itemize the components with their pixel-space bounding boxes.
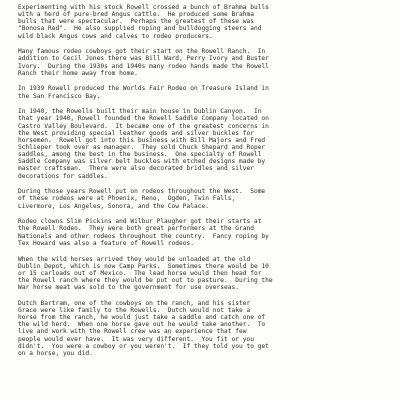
text-line: people would ever have. It was very different. You fit or you bbox=[18, 335, 254, 343]
text-line: Dublin Depot, which is now Camp Parks. Sometimes there would be 10 bbox=[18, 262, 269, 270]
text-line: In 1939 Rowell produced the Worlds Fair Rodeo on Treasure Island in bbox=[18, 85, 269, 93]
text-line: During those years Rowell put on rodeos throughout the West. Some bbox=[18, 188, 266, 196]
text-line: Ivory. During the 1930s and 1940s many rodeo hands made the Rowell bbox=[18, 62, 269, 70]
text-line: Nationals and other rodeos throughout the country. Fancy roping by bbox=[18, 232, 269, 240]
paragraph bbox=[18, 256, 390, 292]
text-line: Grace were like family to the Rowells. Dutch would not take a bbox=[18, 306, 251, 314]
text-line: Livermore, Los Angeles, Sonora, and the Cow Palace. bbox=[18, 202, 210, 210]
text-line: on a horse, you did. bbox=[18, 349, 93, 357]
text-line: the San Francisco Bay. bbox=[18, 92, 101, 100]
text-line: In 1940, the Rowells built their main house in Dublin Canyon. In bbox=[18, 108, 262, 116]
text-line: Dutch Bartram, one of the cowboys on the ranch, and his sister bbox=[18, 299, 251, 307]
text-line: didn't. You were a cowboy or you weren't. If they told you to get bbox=[18, 342, 269, 350]
text-line: of these rodeos were at Phoenix, Reno, Ogden, Twin Falls, bbox=[18, 195, 236, 203]
document-body bbox=[18, 4, 390, 366]
text-line: Saddle Company was silver belt buckles with etched designs made by bbox=[18, 158, 266, 166]
text-line: Rodeo clowns Slim Pickins and Wilbur Plaugher got their starts at bbox=[18, 218, 262, 226]
text-line: the Rowell ranch where they would be put out to pasture. During the bbox=[18, 276, 273, 284]
text-line: live and work with the Rowell crew was an experience that few bbox=[18, 328, 247, 336]
text-line: Experimenting with his stock Rowell crossed a bunch of Brahma bulls bbox=[18, 4, 269, 11]
text-line: horse from the ranch, he would just take a saddle and catch one of bbox=[18, 314, 266, 322]
paragraph bbox=[18, 188, 390, 209]
text-line: wild black Angus cows and calves to rodeo producers. bbox=[18, 32, 213, 40]
text-line: the wild herd. When one horse gave out he would take another. To bbox=[18, 321, 266, 329]
text-line: addition to Cecil Jones there was Bill Ward, Perry Ivory and Buster bbox=[18, 55, 269, 63]
text-line: decorations for saddles. bbox=[18, 172, 108, 180]
text-line: Ranch their home away from home. bbox=[18, 69, 138, 77]
text-line: master craftsman. There were also decorated bridles and silver bbox=[18, 165, 254, 173]
paragraph bbox=[18, 85, 390, 99]
text-line: Many famous rodeo cowboys got their start on the Rowell Ranch. In bbox=[18, 48, 266, 56]
paragraph bbox=[18, 48, 390, 77]
text-line: that year 1940, Rowell founded the Rowell Saddle Company located on bbox=[18, 115, 269, 123]
text-line: War horse meat was sold to the government for use overseas. bbox=[18, 284, 239, 292]
paragraph bbox=[18, 218, 390, 247]
text-line: When the wild horses arrived they would be unloaded at the old bbox=[18, 255, 251, 263]
text-line: the Rowell Rodeo. They were both great performers at the Grand bbox=[18, 225, 254, 233]
text-line: horsemen. Rowell got into this business with Bill Majors and Fred bbox=[18, 136, 266, 144]
paragraph bbox=[18, 4, 390, 40]
paragraph bbox=[18, 300, 390, 357]
text-line: the West providing special leather goods and silver buckles for bbox=[18, 129, 254, 137]
paragraph bbox=[18, 108, 390, 179]
text-line: with a herd of pure-bred Angus cattle. He produced some Brahma bbox=[18, 11, 254, 19]
text-line: "Bonosa Red". He also supplied roping and bulldogging steers and bbox=[18, 25, 262, 33]
text-line: Castro Valley Boulevard. It became one of the greatest concerns in bbox=[18, 122, 269, 130]
text-line: bulls that were spectacular. Perhaps the greatest of these was bbox=[18, 18, 254, 26]
text-line: Tex Howard was also a feature of Rowell rodeos. bbox=[18, 239, 195, 247]
text-line: Schlieper took over as manager. They sold Chuck Shepard and Roper bbox=[18, 144, 266, 152]
text-line: or 15 carloads out of Mexico. The lead horse would then head for bbox=[18, 269, 262, 277]
text-line: saddles, among the best in the business. One specialty of Rowell bbox=[18, 151, 262, 159]
